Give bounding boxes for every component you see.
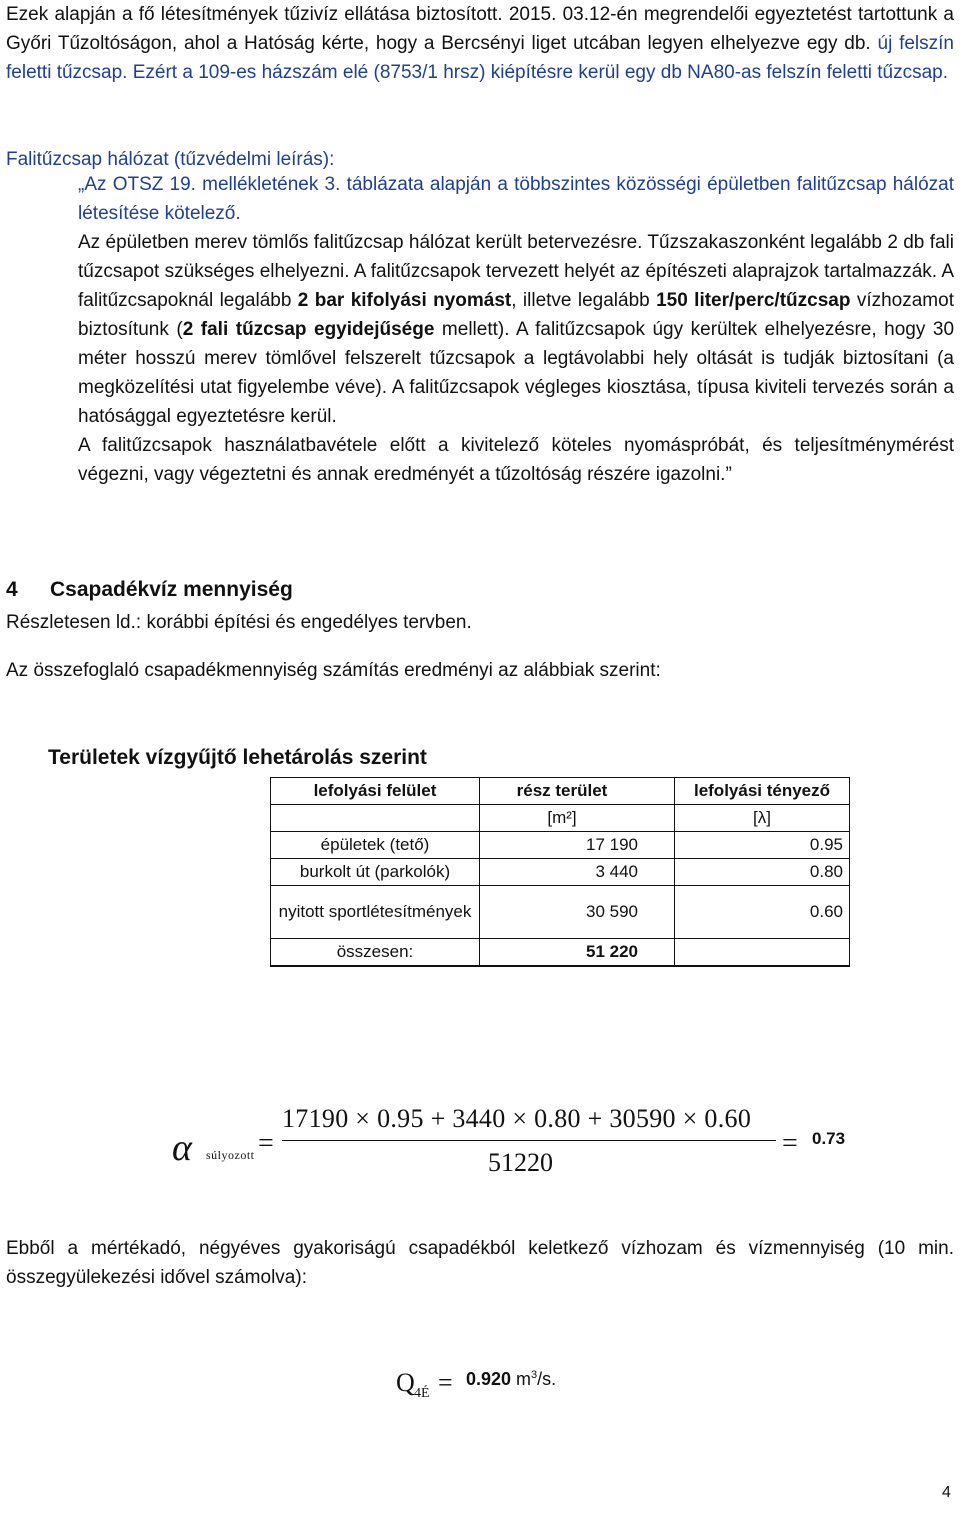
table-row [271,886,850,939]
row-area: 30 590 [480,886,675,939]
row-factor: 0.95 [675,832,850,859]
weighted-factor-result: 0.73 [812,1129,846,1148]
fire-hydrant-description [78,170,954,489]
equals-sign: = [438,1368,453,1397]
row-area: 3 440 [480,859,675,886]
total-value: 51 220 [480,939,675,967]
section-detail-text: Részletesen ld.: korábbi építési és engedélyes tervben. [6,612,472,633]
fraction-bar [282,1140,776,1141]
equals-sign: = [782,1128,798,1159]
summary-text: Az összefoglaló csapadékmennyiség számítás eredményi az alábbiak szerint: [6,660,661,681]
intro-text: Ezek alapján a fő létesítmények tűzivíz ellátása biztosított. 2015. 03.12-én megrendelői egyeztetést tartottunk a Győri Tűzoltóságon, ahol a Hatóság kérte, hogy a Bercsényi liget utcában legyen elhelyezve egy db. [6,4,954,54]
flow-requirement: 150 liter/perc/tűzcsap [656,290,851,311]
fire-hydrant-heading: Falitűzcsap hálózat (tűzvédelmi leírás): [6,149,335,170]
alpha-symbol: α [172,1127,192,1169]
row-surface: épületek (tető) [271,832,480,859]
fire-requirement-line: „Az OTSZ 19. mellékletének 3. táblázata alapján a többszintes közösségi épületben falitűzcsap hálózat létesítése kötelező. [78,174,954,224]
total-empty-cell [675,939,850,967]
row-factor: 0.60 [675,886,850,939]
header-factor: lefolyási tényező [675,778,850,805]
intro-paragraph [6,0,954,87]
simultaneity-requirement: 2 fali tűzcsap egyidejűsége [182,319,435,340]
fire-testing-paragraph: A falitűzcsapok használatbavétele előtt a kivitelező köteles nyomáspróbát, és teljesítménymérést végezni, vagy végeztetni és annak eredményét a tűzoltóság részére igazolni.” [78,435,954,485]
unit-factor: [λ] [675,805,850,832]
total-label: összesen: [271,939,480,967]
header-area: rész terület [480,778,675,805]
row-factor: 0.80 [675,859,850,886]
equals-sign: = [258,1128,274,1159]
section-heading [6,575,293,604]
row-area: 17 190 [480,832,675,859]
table-row [271,859,850,886]
table-title: Területek vízgyűjtő lehetárolás szerint [48,746,427,769]
table-total-row [271,939,850,967]
page-number: 4 [942,1484,951,1501]
table-header-row [271,778,850,805]
unit-area: [m²] [480,805,675,832]
discharge-subscript: 4É [414,1386,430,1401]
section-title: Csapadékvíz mennyiség [50,578,293,601]
header-surface: lefolyási felület [271,778,480,805]
fire-design-paragraph: Az épületben merev tömlős falitűzcsap hálózat került betervezésre. Tűzszakaszonként legalább 2 db fali tűzcsapot szükséges elhelyezni. A falitűzcsapok tervezett helyét az építészeti alaprajzok tartalmazzák. A falitűzcsapoknál legalább 2 bar kifolyási nyomást, illetve legalább 150 liter/perc/tűzcsap vízhozamot biztosítunk (2 fali tűzcsap egyidejűsége mellett). A falitűzcsapok úgy kerültek elhelyezésre, hogy 30 méter hosszú merev tömlővel felszerelt tűzcsapok a legtávolabbi hely oltását is tudják biztosítani (a megközelítési utat figyelembe véve). A falitűzcsapok végleges kiosztása, típusa kiviteli tervezés során a hatósággal egyeztetésre kerül. [78,232,955,427]
pressure-requirement: 2 bar kifolyási nyomást [297,290,512,311]
discharge-symbol: Q [396,1368,415,1397]
table-row [271,832,850,859]
discharge-intro-text: Ebből a mértékadó, négyéves gyakoriságú csapadékból keletkező vízhozam és vízmennyiség (10 min. összegyülekezési idővel számolva): [6,1238,954,1288]
table-units-row [271,805,850,832]
row-surface: nyitott sportlétesítmények [271,886,480,939]
intro-highlight-text: új felszín feletti tűzcsap. Ezért a 109-es házszám elé (8753/1 hrsz) kiépítésre kerül egy db NA80-as felszín feletti tűzcsap. [6,33,954,83]
section-number: 4 [6,578,18,601]
row-surface: burkolt út (parkolók) [271,859,480,886]
alpha-subscript: súlyozott [206,1148,255,1162]
formula-numerator: 17190 × 0.95 + 3440 × 0.80 + 30590 × 0.60 [282,1104,752,1133]
unit-surface [271,805,480,832]
formula-denominator: 51220 [488,1148,553,1177]
catchment-area-table [270,777,850,967]
discharge-value: 0.920 $m^3/s$. [466,1369,557,1389]
